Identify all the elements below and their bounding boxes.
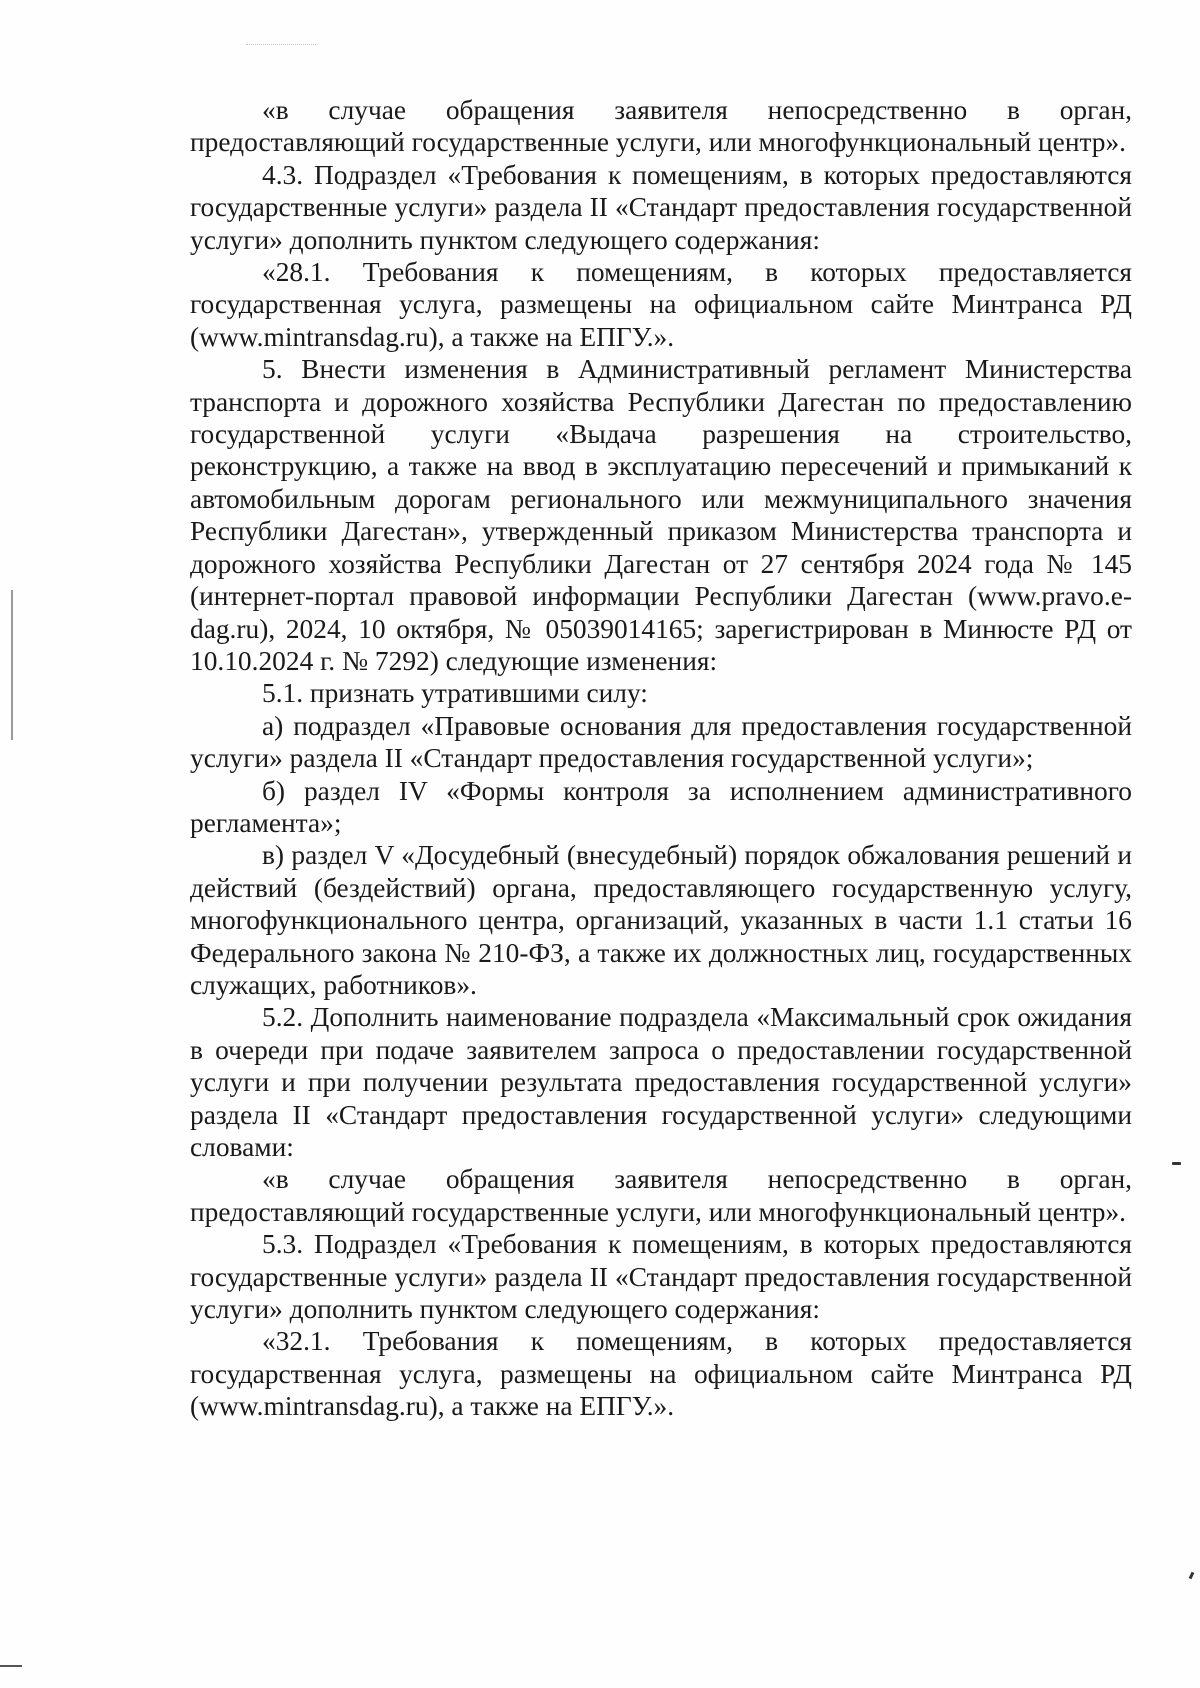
paragraph-4-3: 4.3. Подраздел «Требования к помещениям, в которых предоставляются государственные услуги» раздела II «Стандарт предоставления государственной услуги» дополнить пунктом следующего содержания: bbox=[190, 159, 1132, 255]
paragraph-quote-case-5-2: «в случае обращения заявителя непосредственно в орган, предоставляющий государственные услуги, или многофункциональный центр». bbox=[190, 1164, 1132, 1227]
scan-artifact-bottom-dash bbox=[0, 1665, 22, 1667]
document-body bbox=[190, 94, 1132, 1423]
scan-artifact-top bbox=[246, 44, 316, 46]
paragraph-5-1: 5.1. признать утратившими силу: bbox=[262, 678, 648, 709]
paragraph-5-1-v: в) раздел V «Досудебный (внесудебный) порядок обжалования решений и действий (бездействий) органа, предоставляющего государственную услугу, многофункционального центра, организаций, указанных в части 1.1 статьи 16 Федерального закона № 210-ФЗ, а также их должностных лиц, государственных служащих, работников». bbox=[190, 840, 1132, 1000]
paragraph-quote-case-4-2: «в случае обращения заявителя непосредственно в орган, предоставляющий государственные услуги, или многофункциональный центр». bbox=[190, 95, 1132, 158]
paragraph-5-1-a: а) подраздел «Правовые основания для предоставления государственной услуги» раздела II «Стандарт предоставления государственной услуги»; bbox=[190, 710, 1132, 774]
scan-artifact-left-line bbox=[11, 590, 13, 740]
paragraph-5-1-b: б) раздел IV «Формы контроля за исполнением административного регламента»; bbox=[190, 775, 1132, 838]
paragraph-quote-28-1: «28.1. Требования к помещениям, в которых предоставляется государственная услуга, размещены на официальном сайте Минтранса РД (www.mintransdag.ru), а также на ЕПГУ.». bbox=[190, 257, 1132, 352]
paragraph-5-3: 5.3. Подраздел «Требования к помещениям, в которых предоставляются государственные услуги» раздела II «Стандарт предоставления государственной услуги» дополнить пунктом следующего содержания: bbox=[190, 1229, 1132, 1325]
paragraph-5-2: 5.2. Дополнить наименование подраздела «Максимальный срок ожидания в очереди при подаче заявителем запроса о предоставлении государственной услуги и при получении результата предоставления государственной услуги» раздела II «Стандарт предоставления государственной услуги» следующими словами: bbox=[190, 1002, 1132, 1162]
scan-artifact-right-tick bbox=[1189, 1572, 1195, 1580]
paragraph-quote-32-1: «32.1. Требования к помещениям, в которых предоставляется государственная услуга, размещены на официальном сайте Минтранса РД (www.mintransdag.ru), а также на ЕПГУ.». bbox=[190, 1326, 1132, 1422]
paragraph-5: 5. Внести изменения в Административный регламент Министерства транспорта и дорожного хозяйства Республики Дагестан по предоставлению государственной услуги «Выдача разрешения на строительство, реконструкцию, а также на ввод в эксплуатацию пересечений и примыканий к автомобильным дорогам регионального или межмуниципального значения Республики Дагестан», утвержденный приказом Министерства транспорта и дорожного хозяйства Республики Дагестан от 27 сентября 2024 года № 145 (интернет-портал правовой информации Республики Дагестан (www.pravo.e-dag.ru), 2024, 10 октября, № 05039014165; зарегистрирован в Минюсте РД от 10.10.2024 г. № 7292) следующие изменения: bbox=[190, 354, 1132, 676]
scan-artifact-right-mark bbox=[1172, 1162, 1181, 1165]
